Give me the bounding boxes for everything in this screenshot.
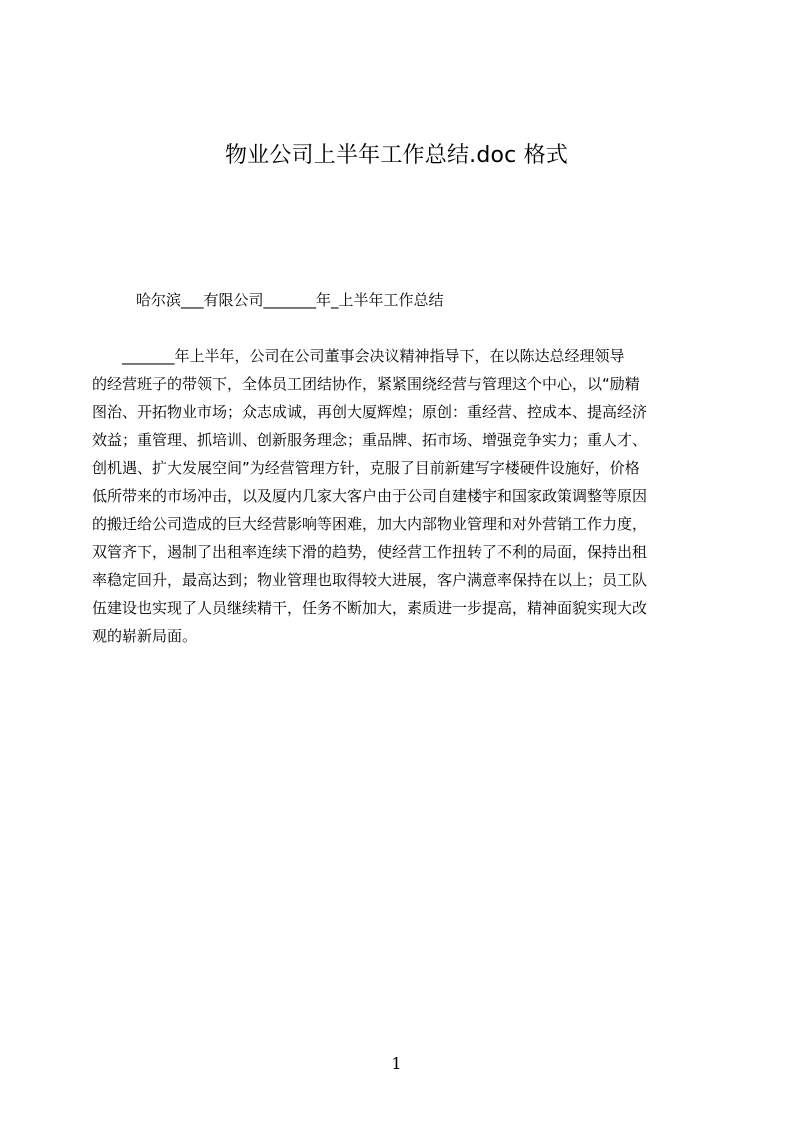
paragraph-line: 图治、开拓物业市场；众志成诚，再创大厦辉煌；原创：重经营、控成本、提高经济 [92,403,648,421]
paragraph-line: 的经营班子的带领下，全体员工团结协作，紧紧围绕经营与管理这个中心，以“励精 [92,375,640,393]
paragraph-line: 低所带来的市场冲击，以及厦内几家大客户由于公司自建楼宇和国家政策调整等原因 [92,487,648,505]
paragraph-line: 观的崭新局面。 [92,627,198,645]
paragraph-line: _______年上半年，公司在公司董事会决议精神指导下，在以陈达总经理领导 [92,347,625,365]
document-title: 物业公司上半年工作总结.doc 格式 [224,143,569,168]
body-paragraph [92,342,732,650]
paragraph-line: 效益；重管理、抓培训、创新服务理念；重品牌、拓市场、增强竞争实力；重人才、 [92,431,648,449]
page-number: 1 [391,1054,402,1073]
paragraph-line: 伍建设也实现了人员继续精干，任务不断加大，素质进一步提高，精神面貌实现大改 [92,599,648,617]
paragraph-line: 的搬迁给公司造成的巨大经营影响等困难，加大内部物业管理和对外营销工作力度， [92,515,648,533]
paragraph-line: 创机遇、扩大发展空间”为经营管理方针，克服了目前新建写字楼硬件设施好，价格 [92,459,640,477]
report-subtitle: 哈尔滨___有限公司_______年_上半年工作总结 [136,291,444,309]
paragraph-line: 率稳定回升，最高达到；物业管理也取得较大进展，客户满意率保持在以上；员工队 [92,571,648,589]
paragraph-line: 双管齐下，遏制了出租率连续下滑的趋势，使经营工作扭转了不利的局面，保持出租 [92,543,648,561]
